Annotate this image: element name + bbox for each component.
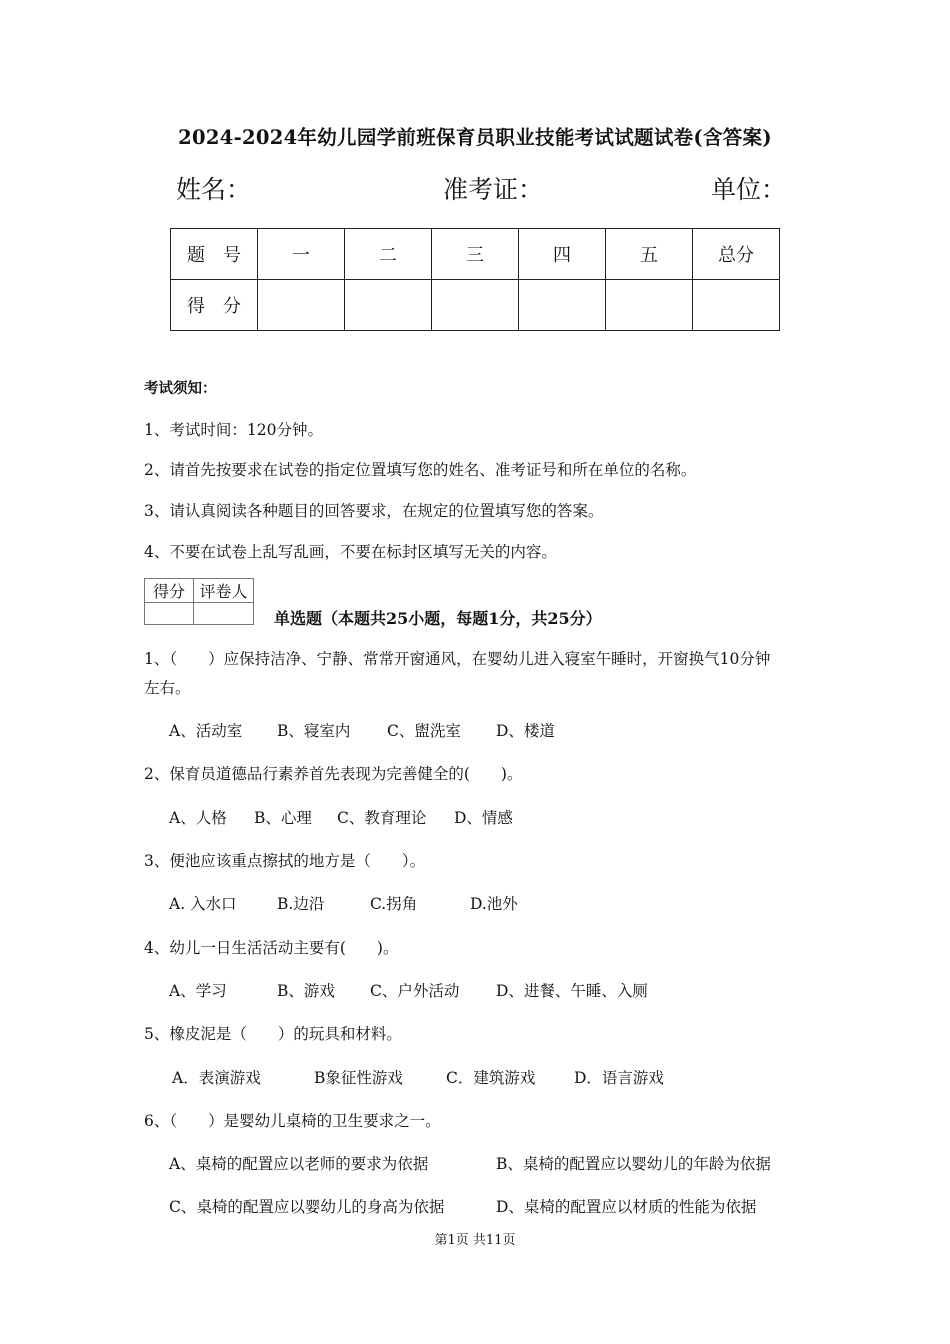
score-header-cell: 五: [606, 229, 693, 280]
grader-box: [144, 578, 254, 625]
question-stem: 3、便池应该重点擦拭的地方是（ ）。: [144, 852, 426, 870]
question-stem-cont: 左右。: [144, 679, 191, 697]
option-b[interactable]: B、寝室内: [277, 722, 351, 740]
score-header-cell: 四: [519, 229, 606, 280]
option-a[interactable]: A、桌椅的配置应以老师的要求为依据: [169, 1155, 429, 1173]
option-d[interactable]: D、情感: [454, 809, 513, 827]
grader-score-cell[interactable]: [145, 603, 194, 625]
score-table: [170, 228, 780, 331]
page-title: 2024-2024年幼儿园学前班保育员职业技能考试试题试卷(含答案): [178, 126, 772, 149]
option-a[interactable]: A、活动室: [169, 722, 243, 740]
option-a[interactable]: A. 入水口: [169, 895, 237, 913]
score-header-cell: 一: [258, 229, 345, 280]
option-a[interactable]: A、人格: [169, 809, 227, 827]
question-stem: 1、（ ）应保持洁净、宁静、常常开窗通风，在婴幼儿进入寝室午睡时，开窗换气10分钟: [144, 650, 771, 668]
option-c[interactable]: C、教育理论: [337, 809, 427, 827]
option-c[interactable]: C、盥洗室: [387, 722, 461, 740]
option-d[interactable]: D．语言游戏: [574, 1069, 664, 1087]
option-d[interactable]: D、楼道: [496, 722, 555, 740]
notice-item: 2、请首先按要求在试卷的指定位置填写您的姓名、准考证号和所在单位的名称。: [144, 461, 697, 479]
option-b[interactable]: B象征性游戏: [314, 1069, 403, 1087]
option-c[interactable]: C、桌椅的配置应以婴幼儿的身高为依据: [169, 1198, 445, 1216]
option-c[interactable]: C、户外活动: [370, 982, 460, 1000]
score-input-cell[interactable]: [432, 280, 519, 331]
option-b[interactable]: B、桌椅的配置应以婴幼儿的年龄为依据: [496, 1155, 771, 1173]
notice-heading: 考试须知：: [144, 380, 217, 397]
score-header-cell: 三: [432, 229, 519, 280]
page-footer: 第1页 共11页: [434, 1233, 516, 1248]
section-title: 单选题（本题共25小题，每题1分，共25分）: [274, 609, 602, 628]
grader-reviewer-label: 评卷人: [193, 579, 253, 603]
option-b[interactable]: B、游戏: [277, 982, 335, 1000]
option-b[interactable]: B、心理: [254, 809, 312, 827]
exam-id-field-label: 准考证：: [443, 175, 544, 204]
option-c[interactable]: C.拐角: [370, 895, 418, 913]
unit-field-label: 单位：: [711, 175, 787, 204]
option-b[interactable]: B.边沿: [277, 895, 325, 913]
question-stem: 4、幼儿一日生活活动主要有( )。: [144, 939, 399, 957]
score-header-cell: 题 号: [171, 229, 258, 280]
grader-score-label: 得分: [145, 579, 194, 603]
score-row-label: 得 分: [171, 280, 258, 331]
score-input-cell[interactable]: [258, 280, 345, 331]
question-stem: 6、（ ）是婴幼儿桌椅的卫生要求之一。: [144, 1112, 441, 1130]
question-stem: 5、橡皮泥是（ ）的玩具和材料。: [144, 1025, 402, 1043]
notice-item: 3、请认真阅读各种题目的回答要求，在规定的位置填写您的答案。: [144, 502, 604, 520]
option-d[interactable]: D.池外: [470, 895, 518, 913]
score-input-cell[interactable]: [693, 280, 780, 331]
score-table-header-row: [171, 229, 780, 280]
score-table-score-row: [171, 280, 780, 331]
option-d[interactable]: D、进餐、午睡、入厕: [496, 982, 648, 1000]
score-input-cell[interactable]: [606, 280, 693, 331]
grader-reviewer-cell[interactable]: [193, 603, 253, 625]
question-stem: 2、保育员道德品行素养首先表现为完善健全的( )。: [144, 765, 523, 783]
score-header-cell: 二: [345, 229, 432, 280]
name-field-label: 姓名：: [176, 175, 252, 204]
score-input-cell[interactable]: [519, 280, 606, 331]
option-c[interactable]: C．建筑游戏: [446, 1069, 536, 1087]
option-d[interactable]: D、桌椅的配置应以材质的性能为依据: [496, 1198, 757, 1216]
score-input-cell[interactable]: [345, 280, 432, 331]
option-a[interactable]: A．表演游戏: [172, 1069, 261, 1087]
notice-item: 1、考试时间：120分钟。: [144, 421, 323, 439]
option-a[interactable]: A、学习: [169, 982, 227, 1000]
score-header-cell: 总分: [693, 229, 780, 280]
notice-item: 4、不要在试卷上乱写乱画，不要在标封区填写无关的内容。: [144, 543, 557, 561]
